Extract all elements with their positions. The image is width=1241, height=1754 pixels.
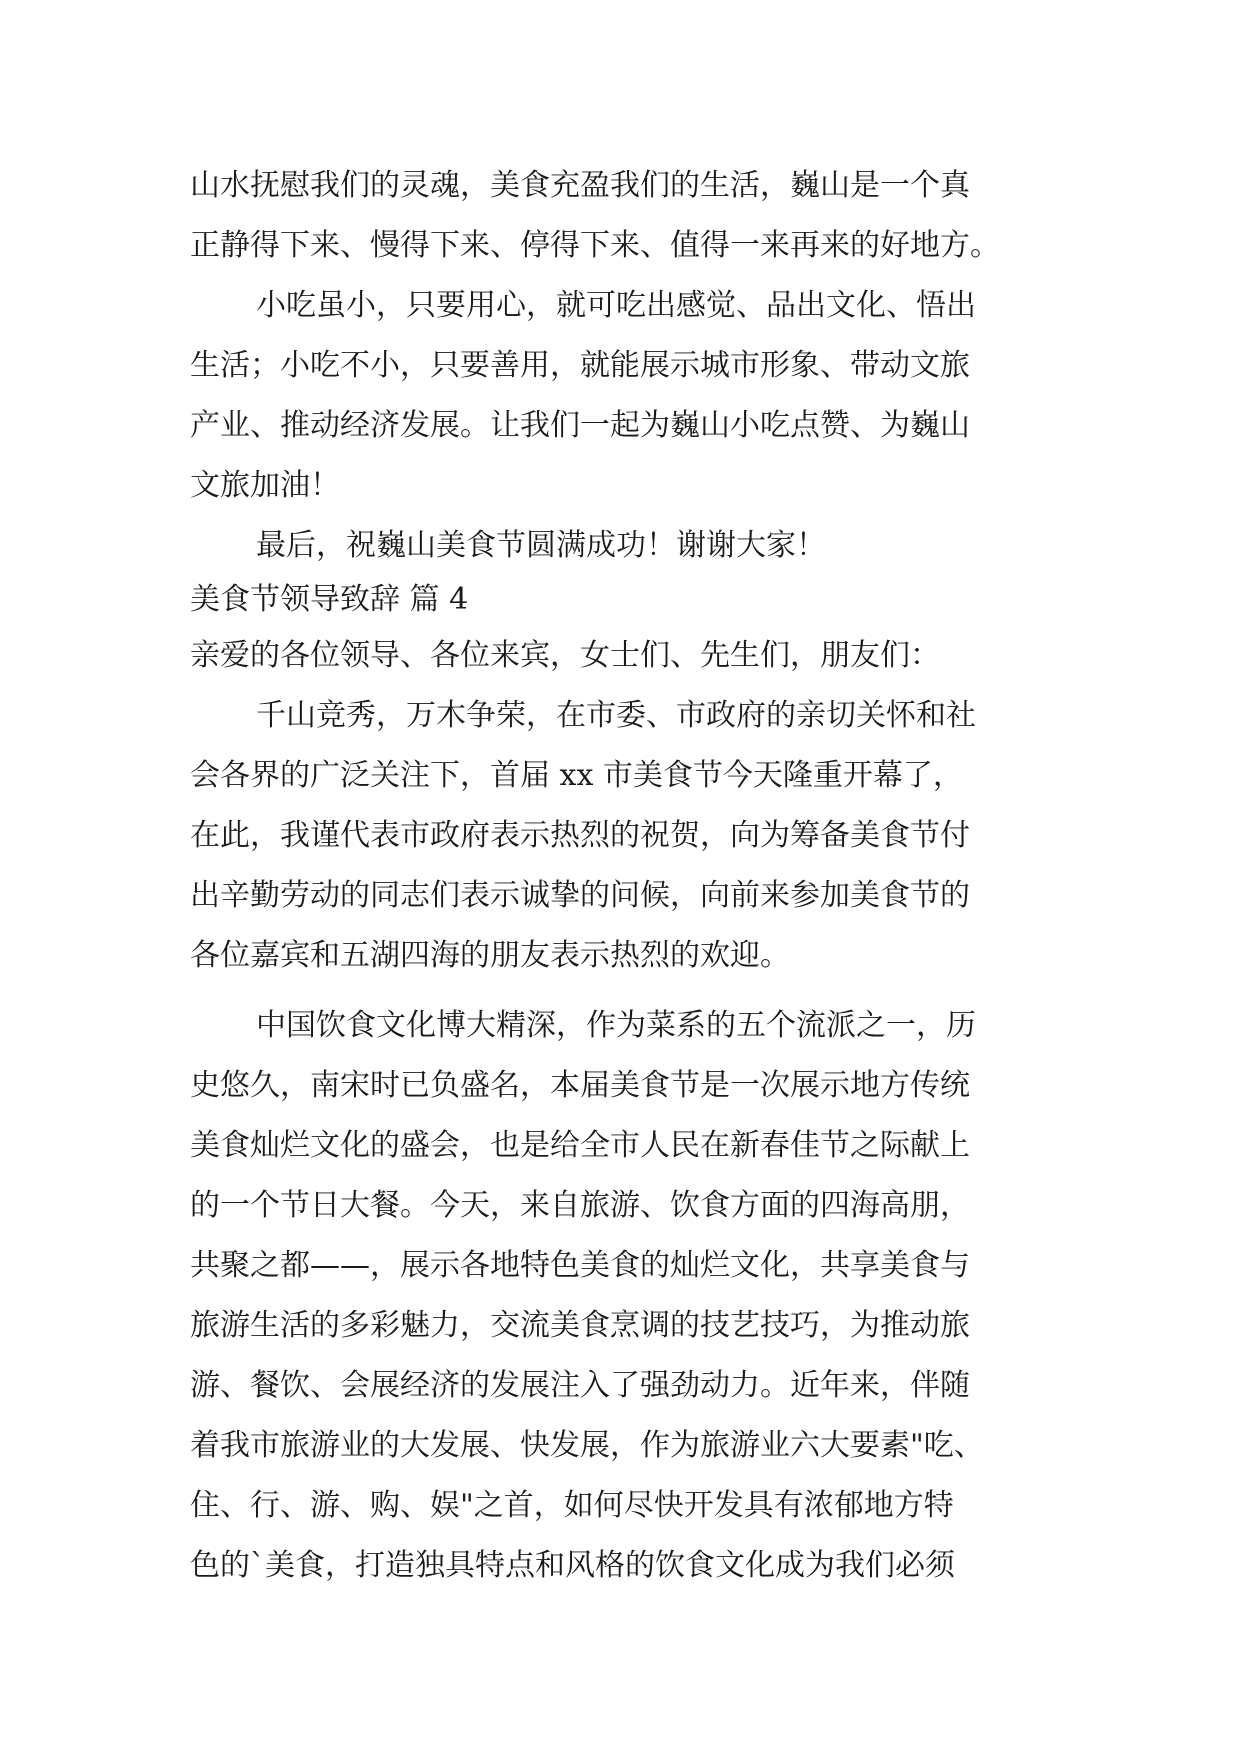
paragraph-culture-line: 美食灿烂文化的盛会，也是给全市人民在新春佳节之际献上: [190, 1128, 970, 1163]
paragraph-culture-line: 色的`美食，打造独具特点和风格的饮食文化成为我们必须: [190, 1548, 955, 1583]
paragraph-welcome-line: 出辛勤劳动的同志们表示诚挚的问候，向前来参加美食节的: [190, 878, 970, 913]
paragraph-culture-line: 的一个节日大餐。今天，来自旅游、饮食方面的四海高朋，: [190, 1188, 970, 1223]
paragraph-culture-line: 共聚之都——，展示各地特色美食的灿烂文化，共享美食与: [190, 1248, 970, 1283]
paragraph-welcome-line: 千山竞秀，万木争荣，在市委、市政府的亲切关怀和社: [256, 698, 976, 733]
paragraph-snack-line: 小吃虽小，只要用心，就可吃出感觉、品出文化、悟出: [256, 288, 976, 323]
paragraph-welcome-line: 在此，我谨代表市政府表示热烈的祝贺，向为筹备美食节付: [190, 818, 970, 853]
paragraph-culture-line: 住、行、游、购、娱"之首，如何尽快开发具有浓郁地方特: [190, 1488, 954, 1523]
section-heading: 美食节领导致辞 篇 4: [190, 582, 469, 617]
paragraph-intro-line: 正静得下来、慢得下来、停得下来、值得一来再来的好地方。: [190, 228, 1000, 263]
salutation: 亲爱的各位领导、各位来宾，女士们、先生们，朋友们：: [190, 638, 940, 673]
paragraph-culture-line: 游、餐饮、会展经济的发展注入了强劲动力。近年来，伴随: [190, 1368, 970, 1403]
paragraph-closing-line: 最后，祝巍山美食节圆满成功！谢谢大家！: [256, 528, 826, 563]
paragraph-snack-line: 生活；小吃不小，只要善用，就能展示城市形象、带动文旅: [190, 348, 970, 383]
paragraph-culture-line: 史悠久，南宋时已负盛名，本届美食节是一次展示地方传统: [190, 1068, 970, 1103]
paragraph-culture-line: 旅游生活的多彩魅力，交流美食烹调的技艺技巧，为推动旅: [190, 1308, 970, 1343]
paragraph-welcome-line: 各位嘉宾和五湖四海的朋友表示热烈的欢迎。: [190, 938, 790, 973]
paragraph-snack-line: 文旅加油！: [190, 468, 340, 503]
paragraph-snack-line: 产业、推动经济发展。让我们一起为巍山小吃点赞、为巍山: [190, 408, 970, 443]
paragraph-culture-line: 中国饮食文化博大精深，作为菜系的五个流派之一，历: [256, 1008, 976, 1043]
paragraph-intro-line: 山水抚慰我们的灵魂，美食充盈我们的生活，巍山是一个真: [190, 168, 970, 203]
paragraph-welcome-line: 会各界的广泛关注下，首届 xx 市美食节今天隆重开幕了，: [190, 758, 963, 793]
paragraph-culture-line: 着我市旅游业的大发展、快发展，作为旅游业六大要素"吃、: [190, 1428, 984, 1463]
